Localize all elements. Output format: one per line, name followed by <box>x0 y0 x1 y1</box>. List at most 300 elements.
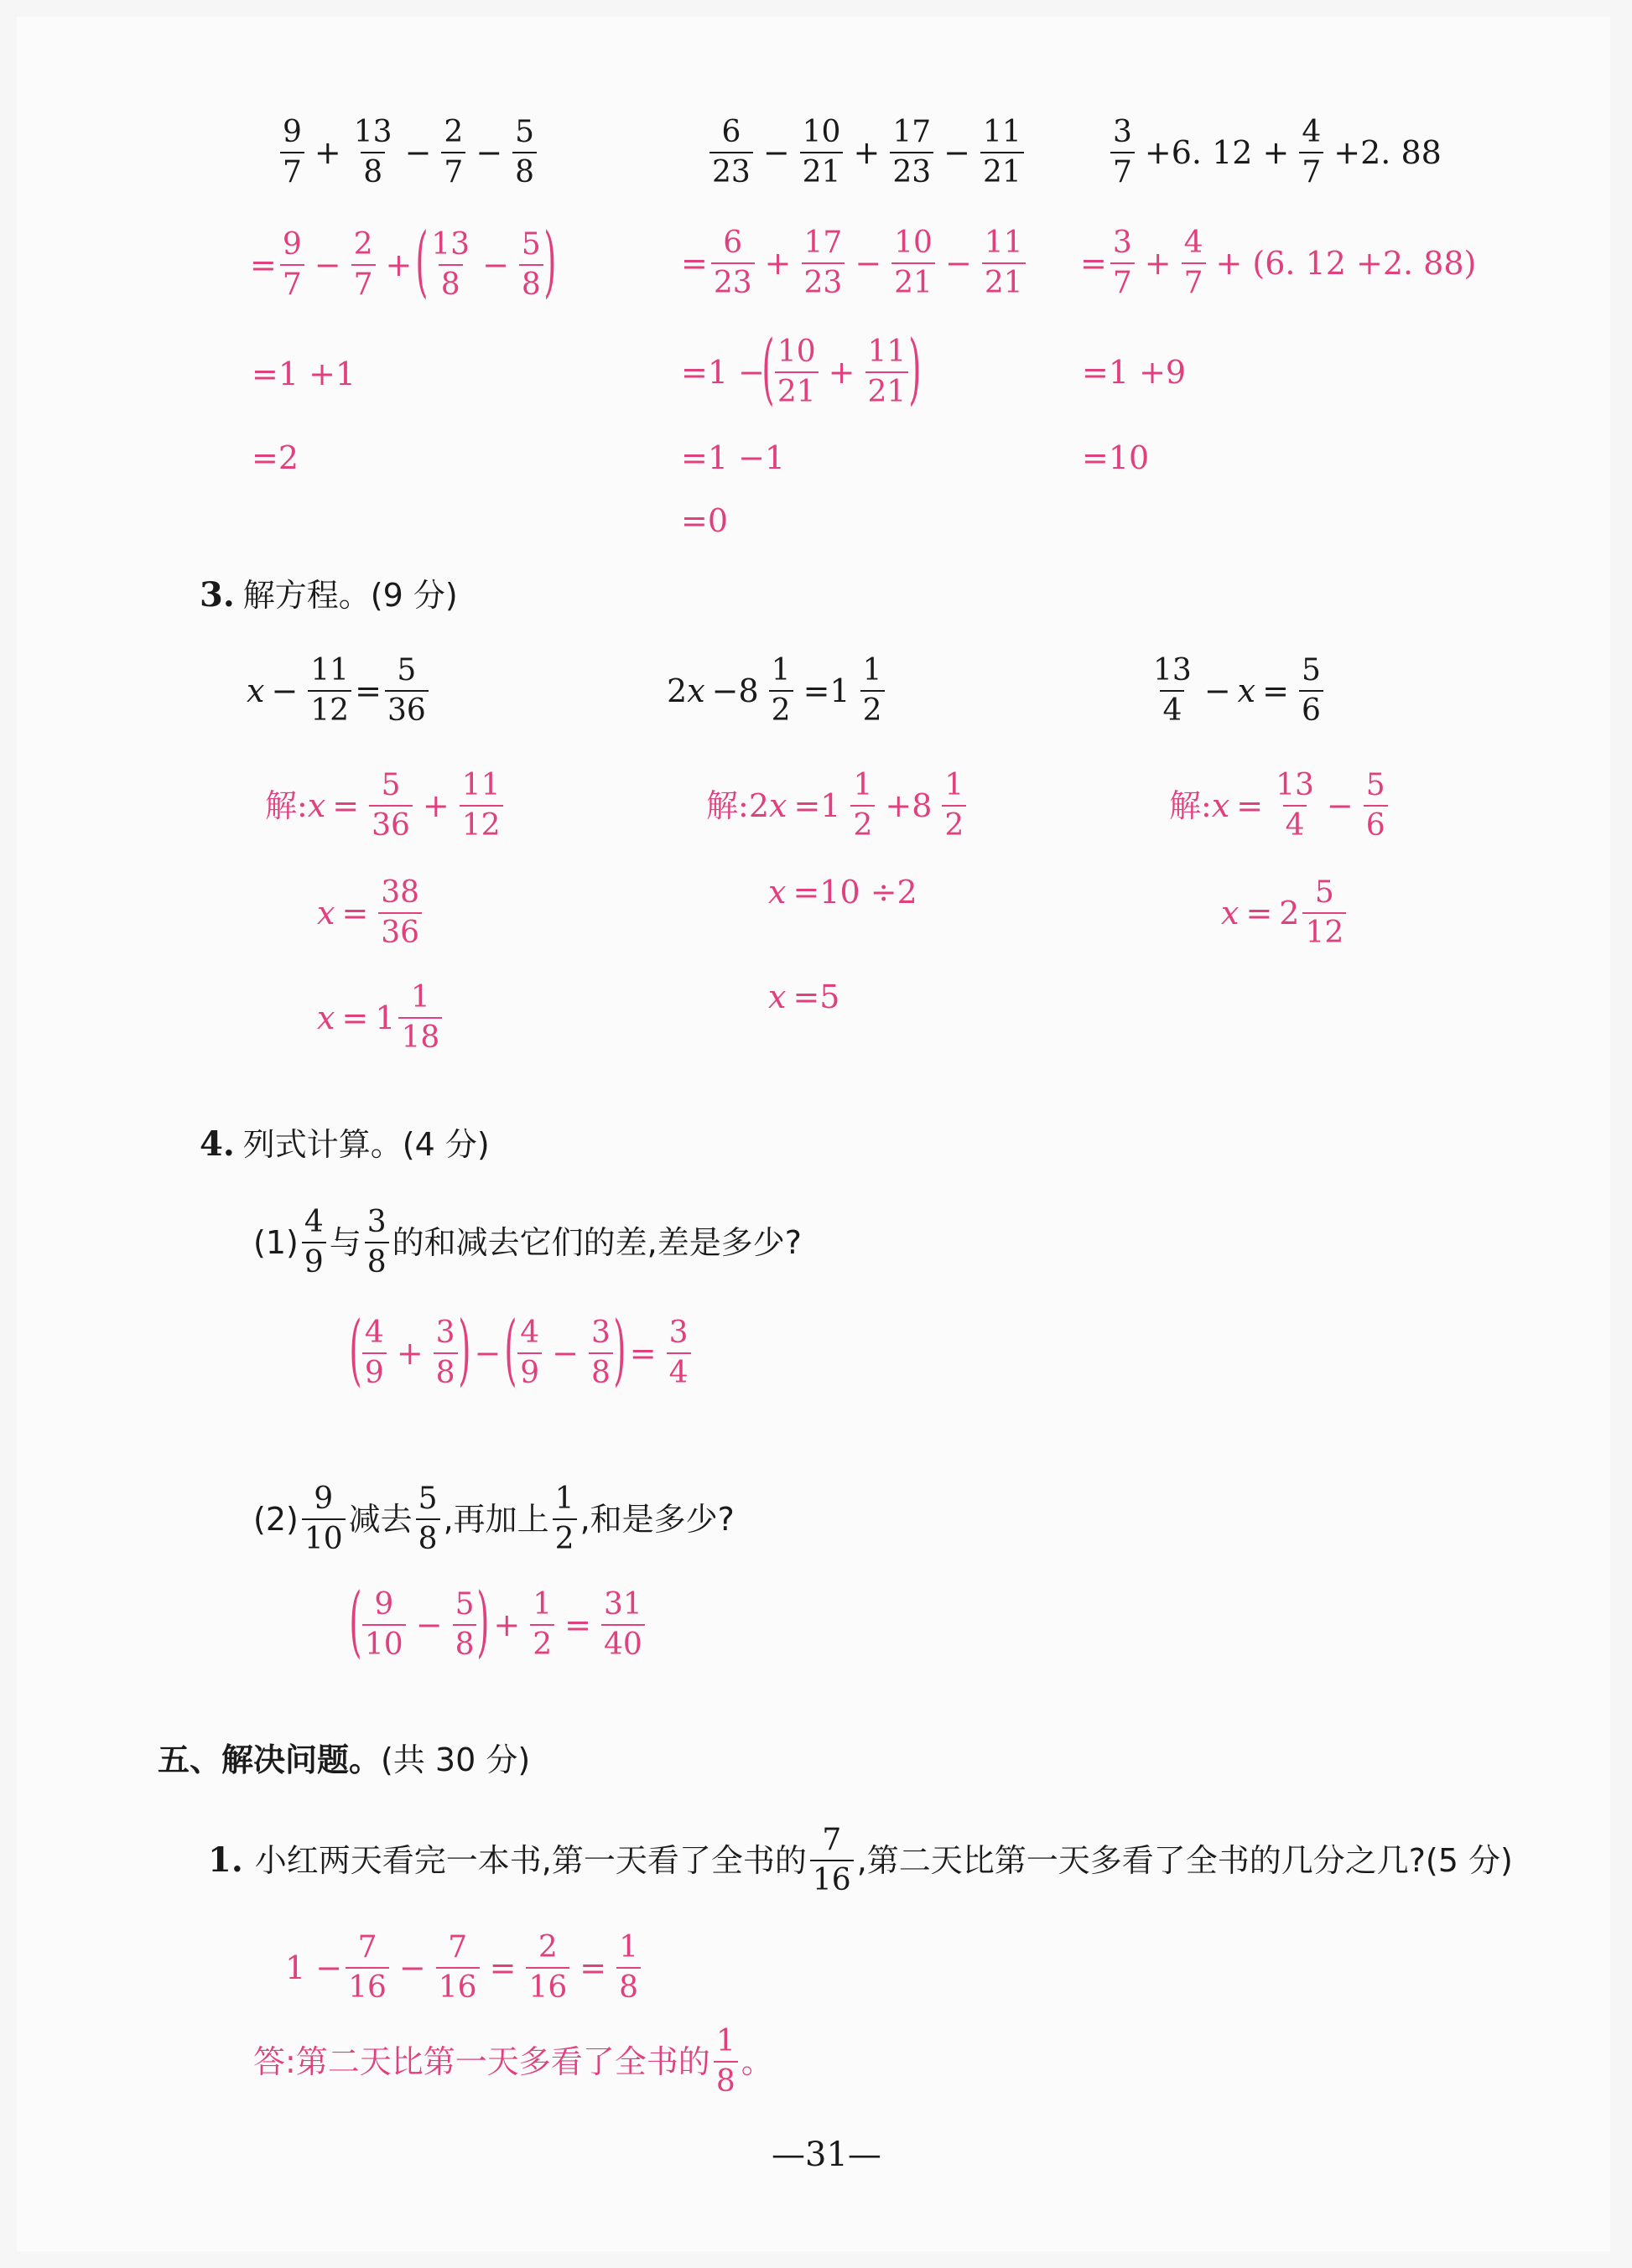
operator: +6. 12 + <box>1144 134 1290 172</box>
operator: + <box>828 354 855 391</box>
fraction <box>769 654 793 729</box>
fraction-numerator: 4 <box>364 1315 384 1350</box>
operator: = <box>1236 787 1264 825</box>
fraction-numerator: 1 <box>410 980 430 1015</box>
fraction <box>711 226 755 301</box>
equations-title <box>200 575 458 615</box>
operator: − <box>314 247 341 283</box>
fraction <box>362 1316 387 1391</box>
fraction <box>714 2025 738 2099</box>
operator: = <box>341 895 369 932</box>
fraction-denominator: 40 <box>601 1624 645 1662</box>
problem-1 <box>208 1824 1513 1898</box>
fraction-denominator: 21 <box>891 262 935 300</box>
fraction-numerator: 13 <box>431 226 470 262</box>
text-span: 与 <box>329 1224 361 1262</box>
fraction <box>302 1206 326 1280</box>
problem-1-answer <box>253 2025 773 2099</box>
operator: − <box>552 1335 579 1372</box>
fraction-numerator: 1 <box>619 1930 638 1964</box>
parenthesis: ) <box>613 1305 626 1394</box>
operator: +8 <box>885 787 933 825</box>
fraction-numerator: 3 <box>668 1315 689 1350</box>
fraction-denominator: 7 <box>280 264 304 302</box>
fraction-denominator: 6 <box>1299 690 1323 728</box>
fraction-numerator: 5 <box>1314 875 1334 910</box>
section-5-title <box>158 1741 531 1778</box>
fraction <box>362 1588 406 1663</box>
operator: = <box>1262 672 1289 710</box>
fraction <box>436 1931 480 2006</box>
text-span: 4 <box>200 1124 223 1164</box>
fraction <box>441 116 465 190</box>
fraction <box>351 228 376 303</box>
operator: + (6. 12 +2. 88) <box>1215 245 1477 283</box>
text-span: 2 <box>667 672 688 710</box>
operator: + <box>314 134 341 172</box>
fraction-denominator: 12 <box>308 690 351 728</box>
fraction <box>1182 226 1206 301</box>
parenthesis: ( <box>761 324 775 413</box>
fraction <box>460 769 503 843</box>
calc-2-question <box>706 116 1027 190</box>
fraction-denominator: 2 <box>942 805 966 843</box>
fraction-denominator: 36 <box>378 912 422 950</box>
operator: − <box>944 245 972 283</box>
calc-2-step-4: =0 <box>681 502 729 539</box>
operator: + <box>1144 245 1172 283</box>
fraction-denominator: 21 <box>980 152 1024 189</box>
operator: + <box>853 134 881 172</box>
operator: = <box>1245 895 1273 932</box>
fraction <box>1151 654 1194 729</box>
operator: = <box>341 999 369 1037</box>
text-span: 。 <box>741 2043 773 2081</box>
fraction-denominator: 36 <box>369 805 413 843</box>
fraction-denominator: 16 <box>810 1860 854 1897</box>
equation-3-step-1 <box>1169 769 1391 843</box>
fraction-numerator: 5 <box>381 768 401 802</box>
parenthesis: ( <box>349 1305 362 1394</box>
parenthesis: ( <box>415 216 429 306</box>
fraction-numerator: 7 <box>448 1930 468 1964</box>
fraction-numerator: 5 <box>397 653 417 688</box>
fraction-denominator: 2 <box>769 690 793 728</box>
fraction-denominator: 21 <box>775 371 819 409</box>
fraction <box>589 1316 613 1391</box>
fraction-numerator: 9 <box>282 226 302 262</box>
operator: + <box>764 245 792 283</box>
fraction-numerator: 11 <box>310 653 350 688</box>
operator: −8 <box>711 672 759 710</box>
text-span: =1 − <box>681 354 765 391</box>
fraction <box>517 1316 542 1391</box>
text-span: 1 <box>208 1840 231 1881</box>
fraction-numerator: 1 <box>853 768 873 802</box>
text-span: 2 <box>1279 895 1300 932</box>
fraction-denominator: 16 <box>436 1967 480 2005</box>
fraction-numerator: 13 <box>1153 653 1192 688</box>
fraction-denominator: 18 <box>398 1017 442 1055</box>
text-span: : <box>297 787 308 825</box>
fraction-denominator: 2 <box>553 1518 577 1556</box>
fraction-numerator: 4 <box>304 1205 324 1239</box>
fraction-numerator: 11 <box>461 768 501 802</box>
operator: − <box>415 1606 443 1643</box>
fraction-numerator: 4 <box>1183 226 1203 260</box>
fraction-numerator: 17 <box>892 115 932 149</box>
calc-3-step-1 <box>1080 226 1483 301</box>
fraction-numerator: 2 <box>353 226 373 262</box>
fraction <box>982 226 1026 301</box>
operator: − <box>474 1335 502 1372</box>
fraction-denominator: 16 <box>526 1967 569 2005</box>
fraction-denominator: 8 <box>434 1352 458 1390</box>
page-number: —31— <box>772 2136 881 2174</box>
text-span: x <box>769 787 787 825</box>
text-span: 1 <box>375 999 396 1037</box>
fraction-numerator: 10 <box>777 334 816 369</box>
text-span: 2 <box>748 787 770 825</box>
fraction <box>280 228 304 303</box>
fraction-denominator: 2 <box>530 1624 554 1662</box>
equation-1-step-3 <box>317 981 445 1056</box>
fraction-denominator: 23 <box>890 152 933 189</box>
fraction-denominator: 7 <box>1110 262 1135 300</box>
fraction-denominator: 7 <box>1299 152 1323 189</box>
text-span: 五、解决问题。 <box>158 1741 382 1778</box>
text-span: . <box>222 575 235 615</box>
list-calc-question-2 <box>253 1482 735 1557</box>
fraction-numerator: 1 <box>715 2024 735 2058</box>
fraction-denominator: 8 <box>616 1967 641 2005</box>
text-span: x <box>768 978 787 1015</box>
operator: − <box>476 134 503 172</box>
list-calc-title <box>200 1124 490 1164</box>
fraction-denominator: 21 <box>800 152 844 189</box>
text-span: : <box>738 787 749 825</box>
fraction-denominator: 21 <box>865 371 909 409</box>
fraction <box>512 116 537 190</box>
text-span: x <box>1211 787 1230 825</box>
fraction-denominator: 8 <box>361 152 385 189</box>
fraction <box>616 1931 641 2006</box>
fraction-numerator: 1 <box>771 653 791 688</box>
text-span: x <box>768 874 787 911</box>
text-span: = <box>250 247 277 283</box>
fraction-denominator: 8 <box>365 1242 389 1279</box>
text-span: 解 <box>706 787 739 825</box>
fraction-denominator: 8 <box>519 264 543 302</box>
fraction-denominator: 8 <box>512 152 537 189</box>
operator: + <box>385 247 413 283</box>
fraction <box>434 1316 458 1391</box>
fraction-numerator: 13 <box>1276 768 1314 802</box>
fraction-numerator: 7 <box>357 1930 377 1964</box>
operator: − <box>398 1949 426 1987</box>
fraction-numerator: 5 <box>1365 768 1385 802</box>
parenthesis: ) <box>476 1576 490 1666</box>
fraction-numerator: 17 <box>803 226 843 260</box>
equation-2-step-2 <box>768 874 924 911</box>
list-calc-question-1 <box>253 1206 802 1280</box>
text-span: 3 <box>200 575 223 615</box>
text-span: x <box>307 787 326 825</box>
list-calc-answer-1 <box>349 1305 694 1394</box>
operator: + <box>396 1335 424 1372</box>
calc-1-question <box>277 116 540 190</box>
fraction <box>850 769 875 843</box>
fraction-numerator: 13 <box>353 115 392 149</box>
equation-2-step-1 <box>706 769 969 843</box>
fraction-denominator: 9 <box>302 1242 326 1279</box>
equation-1 <box>247 654 432 729</box>
fraction-numerator: 9 <box>374 1586 394 1622</box>
fraction-numerator: 5 <box>418 1482 438 1516</box>
text-span: ,第二天比第一天多看了全书的几分之几?(5 分) <box>856 1842 1513 1880</box>
fraction-denominator: 9 <box>362 1352 387 1390</box>
fraction <box>346 1931 389 2006</box>
equation-2 <box>667 654 888 729</box>
fraction <box>308 654 351 729</box>
text-span: 减去 <box>348 1501 413 1539</box>
fraction-numerator: 10 <box>894 226 933 260</box>
parenthesis: ( <box>504 1305 517 1394</box>
text-span: x <box>247 672 265 710</box>
operator: = <box>489 1949 517 1987</box>
calc-2-step-3: =1 −1 <box>681 439 786 476</box>
fraction-numerator: 9 <box>283 115 302 149</box>
fraction <box>800 116 844 190</box>
equation-1-step-2 <box>317 876 425 951</box>
text-span: 答:第二天比第一天多看了全书的 <box>253 2043 710 2081</box>
fraction-denominator: 2 <box>860 690 885 728</box>
text-span: 解 <box>265 787 298 825</box>
fraction-denominator: 23 <box>709 152 753 189</box>
parenthesis: ) <box>543 216 557 306</box>
fraction <box>519 228 543 303</box>
fraction-denominator: 7 <box>280 152 304 189</box>
fraction-numerator: 11 <box>982 115 1021 149</box>
fraction-denominator: 16 <box>346 1967 389 2005</box>
fraction <box>980 116 1024 190</box>
parenthesis: ) <box>908 324 922 413</box>
fraction-numerator: 6 <box>721 115 741 149</box>
fraction-numerator: 5 <box>455 1586 475 1622</box>
equation-3 <box>1147 654 1327 729</box>
text-span: x <box>317 895 335 932</box>
fraction <box>302 1482 346 1557</box>
equation-1-step-1 <box>265 769 507 843</box>
calc-3-step-2: =1 +9 <box>1082 354 1187 391</box>
operator: =1 <box>803 672 850 710</box>
fraction <box>416 1482 440 1557</box>
fraction <box>942 769 966 843</box>
operator: − <box>271 672 299 710</box>
text-span: = <box>1080 245 1107 283</box>
equation-2-step-3 <box>768 978 846 1015</box>
operator: − <box>1326 787 1354 825</box>
operator: = <box>564 1606 591 1643</box>
fraction <box>667 1316 691 1391</box>
fraction <box>365 1206 389 1280</box>
fraction-numerator: 11 <box>867 334 907 369</box>
fraction-denominator: 12 <box>1302 912 1346 950</box>
fraction <box>1110 116 1135 190</box>
fraction-numerator: 31 <box>603 1586 642 1622</box>
parenthesis: ( <box>349 1576 362 1666</box>
text-span: 列式计算。(4 分) <box>242 1126 490 1163</box>
operator: − <box>404 134 432 172</box>
fraction-denominator: 6 <box>1364 805 1388 843</box>
text-span: . <box>222 1124 235 1164</box>
fraction <box>378 876 422 951</box>
fraction-denominator: 7 <box>1182 262 1206 300</box>
text-span: ,再加上 <box>443 1501 549 1539</box>
fraction-numerator: 6 <box>723 226 743 260</box>
fraction <box>526 1931 569 2006</box>
text-span: x <box>317 999 335 1037</box>
equation-3-step-2 <box>1221 876 1349 951</box>
calc-3-step-3: =10 <box>1082 439 1150 476</box>
fraction <box>1299 116 1323 190</box>
text-span: 解方程。(9 分) <box>242 577 458 614</box>
fraction <box>709 116 753 190</box>
fraction-denominator: 8 <box>453 1624 477 1662</box>
fraction-denominator: 9 <box>517 1352 542 1390</box>
fraction-denominator: 7 <box>1110 152 1135 189</box>
fraction <box>369 769 413 843</box>
fraction <box>891 226 935 301</box>
fraction <box>530 1588 554 1663</box>
text-span: 解 <box>1169 787 1202 825</box>
fraction-numerator: 3 <box>366 1205 387 1239</box>
parenthesis: ) <box>457 1305 471 1394</box>
fraction <box>553 1482 577 1557</box>
fraction-denominator: 10 <box>362 1624 406 1662</box>
text-span: 的和减去它们的差,差是多少? <box>392 1224 802 1262</box>
fraction <box>385 654 429 729</box>
operator: − <box>1203 672 1231 710</box>
calc-1-step-3: =2 <box>252 439 299 476</box>
fraction-numerator: 10 <box>802 115 841 149</box>
calc-1-step-2: =1 +1 <box>252 356 356 392</box>
fraction <box>775 335 819 410</box>
fraction-denominator: 8 <box>416 1518 440 1556</box>
fraction-numerator: 7 <box>822 1823 842 1857</box>
fraction <box>890 116 933 190</box>
fraction <box>802 226 845 301</box>
text-span: (2) <box>253 1501 299 1539</box>
text-span: (1) <box>253 1224 299 1262</box>
fraction <box>398 981 442 1056</box>
fraction-denominator: 7 <box>441 152 465 189</box>
text-span: 小红两天看完一本书,第一天看了全书的 <box>254 1842 807 1880</box>
operator: = <box>629 1335 657 1372</box>
fraction-denominator: 21 <box>982 262 1026 300</box>
fraction-denominator: 4 <box>667 1352 691 1390</box>
fraction <box>1299 654 1323 729</box>
text-span: = <box>355 672 382 710</box>
fraction-denominator: 4 <box>1160 690 1184 728</box>
fraction-numerator: 1 <box>862 653 882 688</box>
fraction-numerator: 5 <box>521 226 541 262</box>
calc-2-step-2 <box>681 324 922 413</box>
fraction <box>601 1588 645 1663</box>
fraction-numerator: 3 <box>1112 226 1132 260</box>
fraction <box>429 228 472 303</box>
text-span: : <box>1201 787 1212 825</box>
fraction-numerator: 4 <box>520 1315 540 1350</box>
text-span: . <box>231 1840 243 1881</box>
fraction <box>860 654 885 729</box>
text-span: = <box>681 245 708 283</box>
text-span: x <box>687 672 705 710</box>
fraction-numerator: 1 <box>554 1482 574 1516</box>
fraction-denominator: 8 <box>589 1352 613 1390</box>
fraction-numerator: 9 <box>314 1482 334 1516</box>
operator: =1 <box>793 787 841 825</box>
operator: =5 <box>793 978 840 1015</box>
fraction-denominator: 12 <box>460 805 503 843</box>
fraction-denominator: 4 <box>1283 805 1307 843</box>
calc-2-step-1 <box>681 226 1029 301</box>
fraction-numerator: 3 <box>1113 115 1132 149</box>
fraction-denominator: 8 <box>439 264 463 302</box>
fraction <box>810 1824 854 1898</box>
fraction-numerator: 1 <box>533 1586 553 1622</box>
fraction-numerator: 3 <box>435 1315 455 1350</box>
fraction-denominator: 23 <box>802 262 845 300</box>
fraction-numerator: 38 <box>381 875 420 910</box>
text-span: 1 − <box>285 1949 343 1987</box>
operator: = <box>332 787 360 825</box>
fraction <box>351 116 395 190</box>
fraction-denominator: 2 <box>850 805 875 843</box>
operator: − <box>482 247 509 283</box>
fraction <box>1364 769 1388 843</box>
fraction-numerator: 5 <box>1301 653 1321 688</box>
fraction-numerator: 3 <box>590 1315 611 1350</box>
fraction-numerator: 2 <box>444 115 464 149</box>
operator: − <box>943 134 970 172</box>
fraction-numerator: 2 <box>538 1930 558 1964</box>
fraction-numerator: 11 <box>984 226 1023 260</box>
operator: − <box>855 245 882 283</box>
text-span: (共 30 分) <box>381 1741 531 1778</box>
fraction <box>453 1588 477 1663</box>
operator: + <box>422 787 450 825</box>
operator: +2. 88 <box>1333 134 1442 172</box>
problem-1-calculation <box>285 1931 644 2006</box>
fraction-denominator: 8 <box>714 2061 738 2099</box>
fraction-denominator: 10 <box>302 1518 346 1556</box>
fraction-denominator: 7 <box>351 264 376 302</box>
fraction-numerator: 1 <box>944 768 964 802</box>
operator: + <box>493 1606 521 1643</box>
operator: − <box>762 134 790 172</box>
worksheet-page <box>17 17 1610 2251</box>
fraction-denominator: 36 <box>385 690 429 728</box>
fraction <box>1110 226 1135 301</box>
fraction <box>280 116 304 190</box>
fraction <box>1302 876 1346 951</box>
fraction-denominator: 23 <box>711 262 755 300</box>
calc-3-question <box>1107 116 1448 190</box>
text-span: x <box>1237 672 1256 710</box>
text-span: ,和是多少? <box>580 1501 735 1539</box>
fraction-numerator: 4 <box>1302 115 1322 149</box>
